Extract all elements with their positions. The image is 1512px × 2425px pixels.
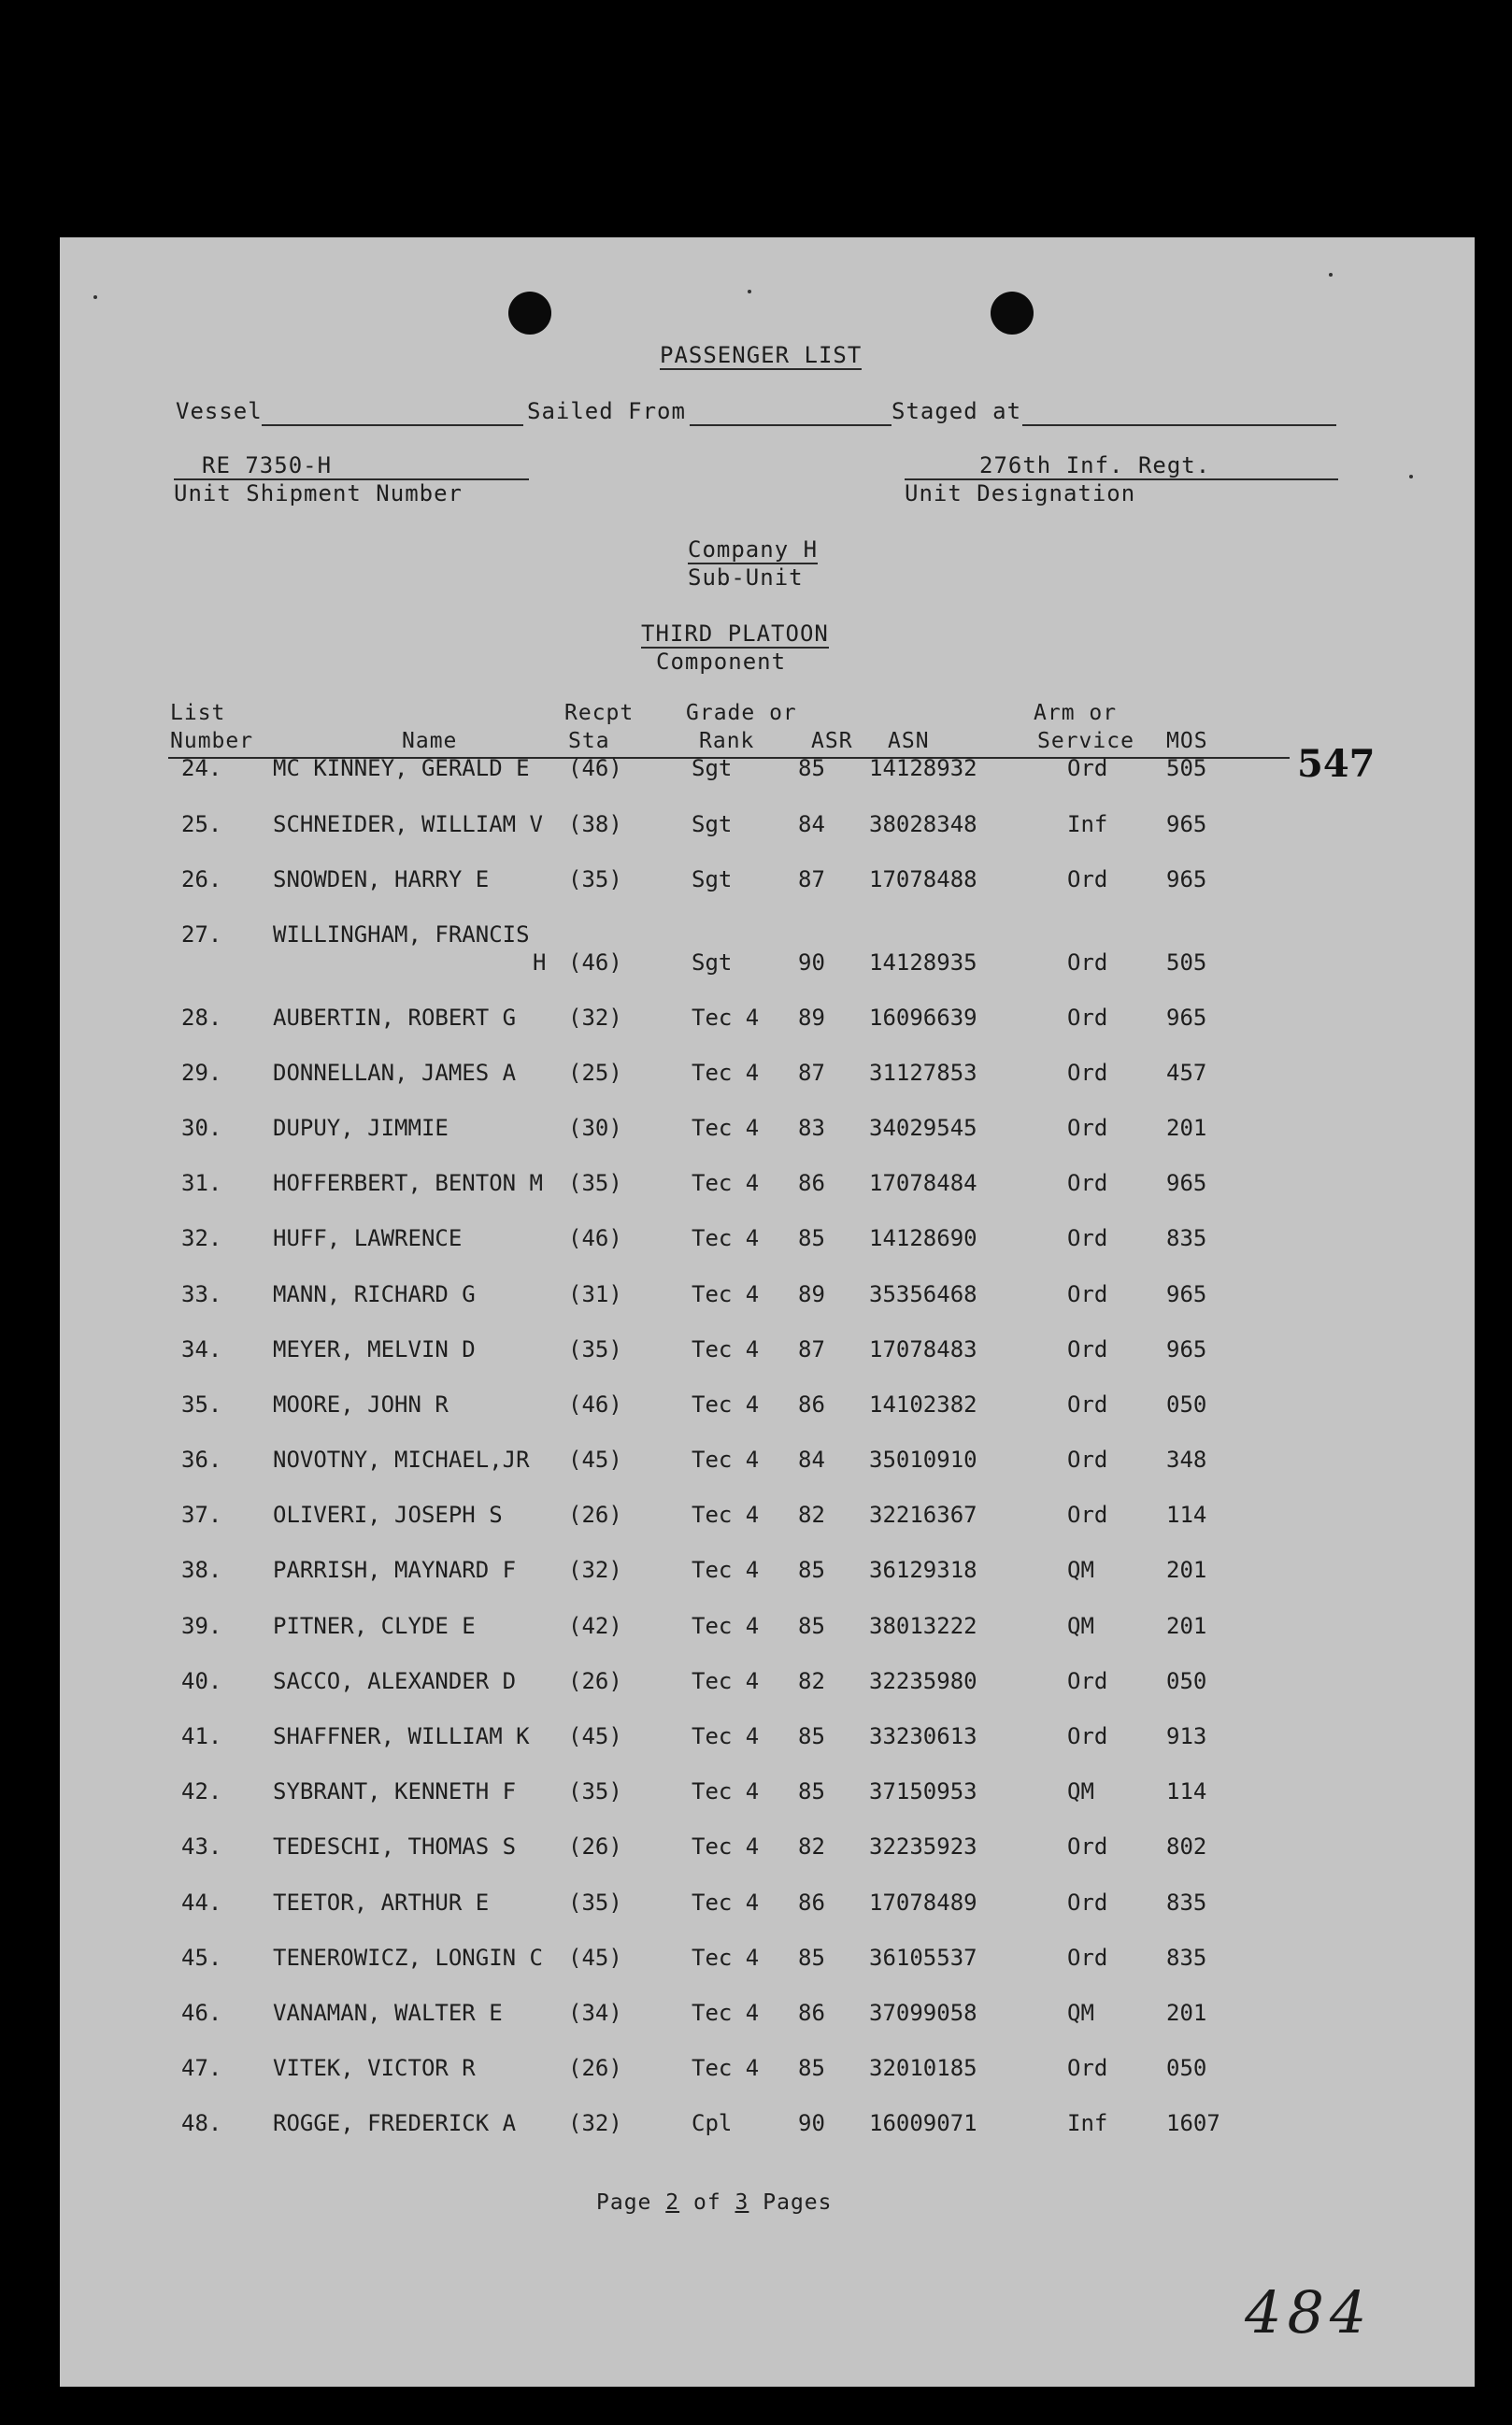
table-row bbox=[60, 1833, 1475, 1871]
row-name: SYBRANT, KENNETH F bbox=[273, 1778, 517, 1804]
staged-at-label: Staged at bbox=[892, 398, 1022, 424]
row-asr: 85 bbox=[798, 2055, 825, 2081]
row-arm: Ord bbox=[1067, 1945, 1108, 1971]
row-name: TEDESCHI, THOMAS S bbox=[273, 1833, 517, 1860]
row-grade: Sgt bbox=[692, 811, 733, 837]
row-mos: 201 bbox=[1166, 1115, 1207, 1141]
row-arm: QM bbox=[1067, 1778, 1094, 1804]
row-mos: 505 bbox=[1166, 949, 1207, 976]
sailed-from-label: Sailed From bbox=[527, 398, 686, 424]
row-mos: 050 bbox=[1166, 1668, 1207, 1694]
row-asr: 83 bbox=[798, 1115, 825, 1141]
table-row bbox=[60, 1170, 1475, 1207]
row-name: OLIVERI, JOSEPH S bbox=[273, 1502, 503, 1528]
row-recpt-sta: (32) bbox=[568, 1005, 622, 1031]
paper-speck bbox=[1329, 273, 1333, 277]
component: THIRD PLATOON bbox=[641, 621, 829, 647]
row-recpt-sta: (25) bbox=[568, 1060, 622, 1086]
row-recpt-sta: (45) bbox=[568, 1723, 622, 1749]
row-asn: 32235980 bbox=[869, 1668, 977, 1694]
row-name: MC KINNEY, GERALD E bbox=[273, 755, 530, 781]
component-label: Component bbox=[656, 649, 787, 675]
handwritten-number: 484 bbox=[1245, 2278, 1373, 2347]
row-mos: 965 bbox=[1166, 1336, 1207, 1362]
row-name: MOORE, JOHN R bbox=[273, 1391, 449, 1418]
sailed-from-blank bbox=[690, 424, 892, 426]
row-recpt-sta: (46) bbox=[568, 1391, 622, 1418]
row-grade: Tec 4 bbox=[692, 1613, 760, 1639]
row-arm: Ord bbox=[1067, 1005, 1108, 1031]
table-row bbox=[60, 1447, 1475, 1484]
row-grade: Tec 4 bbox=[692, 1833, 760, 1860]
table-row bbox=[60, 1336, 1475, 1374]
row-asr: 85 bbox=[798, 1945, 825, 1971]
row-grade: Sgt bbox=[692, 866, 733, 892]
col-asn: ASN bbox=[888, 729, 930, 753]
row-recpt-sta: (35) bbox=[568, 866, 622, 892]
row-mos: 348 bbox=[1166, 1447, 1207, 1473]
row-mos: 201 bbox=[1166, 2000, 1207, 2026]
stamp-number: 547 bbox=[1297, 742, 1376, 786]
row-arm: Inf bbox=[1067, 2110, 1108, 2136]
row-asn: 17078484 bbox=[869, 1170, 977, 1196]
col-grade-top: Grade or bbox=[686, 701, 797, 725]
unit-shipment-number-label: Unit Shipment Number bbox=[174, 480, 463, 506]
row-number: 28. bbox=[181, 1005, 222, 1031]
row-arm: Ord bbox=[1067, 1668, 1108, 1694]
row-grade: Tec 4 bbox=[692, 1336, 760, 1362]
row-recpt-sta: (46) bbox=[568, 1225, 622, 1251]
paper-speck bbox=[93, 295, 97, 299]
table-row bbox=[60, 1613, 1475, 1650]
row-grade: Tec 4 bbox=[692, 1225, 760, 1251]
page-suffix: Pages bbox=[763, 2190, 833, 2215]
row-mos: 965 bbox=[1166, 1005, 1207, 1031]
row-recpt-sta: (38) bbox=[568, 811, 622, 837]
punch-hole bbox=[991, 292, 1034, 335]
row-asn: 16096639 bbox=[869, 1005, 977, 1031]
row-arm: Inf bbox=[1067, 811, 1108, 837]
row-arm: QM bbox=[1067, 1557, 1094, 1583]
row-asr: 89 bbox=[798, 1005, 825, 1031]
table-row bbox=[60, 811, 1475, 849]
row-number: 27. bbox=[181, 921, 222, 948]
row-asn: 14102382 bbox=[869, 1391, 977, 1418]
row-mos: 965 bbox=[1166, 1281, 1207, 1307]
col-arm: Service bbox=[1037, 729, 1134, 753]
row-name: TEETOR, ARTHUR E bbox=[273, 1890, 490, 1916]
row-asr: 87 bbox=[798, 866, 825, 892]
row-number: 46. bbox=[181, 2000, 222, 2026]
table-row bbox=[60, 1115, 1475, 1152]
row-name: SNOWDEN, HARRY E bbox=[273, 866, 490, 892]
row-asn: 31127853 bbox=[869, 1060, 977, 1086]
row-grade: Tec 4 bbox=[692, 1502, 760, 1528]
table-row bbox=[60, 1668, 1475, 1705]
row-arm: Ord bbox=[1067, 1833, 1108, 1860]
table-row bbox=[60, 1391, 1475, 1429]
row-mos: 114 bbox=[1166, 1502, 1207, 1528]
row-grade: Tec 4 bbox=[692, 1391, 760, 1418]
row-asr: 82 bbox=[798, 1668, 825, 1694]
row-asn: 32216367 bbox=[869, 1502, 977, 1528]
row-asn: 32235923 bbox=[869, 1833, 977, 1860]
row-recpt-sta: (35) bbox=[568, 1336, 622, 1362]
row-number: 24. bbox=[181, 755, 222, 781]
col-recpt-top: Recpt bbox=[564, 701, 635, 725]
row-name: SACCO, ALEXANDER D bbox=[273, 1668, 517, 1694]
row-name: DUPUY, JIMMIE bbox=[273, 1115, 449, 1141]
row-number: 25. bbox=[181, 811, 222, 837]
row-number: 44. bbox=[181, 1890, 222, 1916]
table-row bbox=[60, 1060, 1475, 1097]
table-row bbox=[60, 2000, 1475, 2037]
document-page bbox=[60, 237, 1475, 2387]
table-row bbox=[60, 866, 1475, 904]
row-grade: Tec 4 bbox=[692, 1005, 760, 1031]
row-number: 47. bbox=[181, 2055, 222, 2081]
vessel-label: Vessel bbox=[176, 398, 263, 424]
row-recpt-sta: (34) bbox=[568, 2000, 622, 2026]
col-mos: MOS bbox=[1166, 729, 1208, 753]
row-mos: 913 bbox=[1166, 1723, 1207, 1749]
row-mos: 050 bbox=[1166, 2055, 1207, 2081]
row-asr: 90 bbox=[798, 949, 825, 976]
row-asr: 86 bbox=[798, 1890, 825, 1916]
row-recpt-sta: (32) bbox=[568, 1557, 622, 1583]
paper-speck bbox=[1409, 475, 1413, 478]
row-asn: 14128690 bbox=[869, 1225, 977, 1251]
row-asn: 33230613 bbox=[869, 1723, 977, 1749]
row-asn: 17078483 bbox=[869, 1336, 977, 1362]
row-number: 37. bbox=[181, 1502, 222, 1528]
row-name: VITEK, VICTOR R bbox=[273, 2055, 476, 2081]
row-recpt-sta: (35) bbox=[568, 1890, 622, 1916]
row-name: DONNELLAN, JAMES A bbox=[273, 1060, 517, 1086]
row-number: 30. bbox=[181, 1115, 222, 1141]
row-recpt-sta: (26) bbox=[568, 2055, 622, 2081]
row-mos: 505 bbox=[1166, 755, 1207, 781]
col-list-number-top: List bbox=[170, 701, 226, 725]
row-grade: Tec 4 bbox=[692, 1723, 760, 1749]
row-arm: Ord bbox=[1067, 1060, 1108, 1086]
row-recpt-sta: (26) bbox=[568, 1833, 622, 1860]
row-arm: Ord bbox=[1067, 949, 1108, 976]
row-asr: 84 bbox=[798, 1447, 825, 1473]
row-mos: 802 bbox=[1166, 1833, 1207, 1860]
row-asr: 90 bbox=[798, 2110, 825, 2136]
row-asn: 36129318 bbox=[869, 1557, 977, 1583]
row-name: TENEROWICZ, LONGIN C bbox=[273, 1945, 543, 1971]
row-asn: 35010910 bbox=[869, 1447, 977, 1473]
sub-unit: Company H bbox=[688, 536, 819, 563]
col-grade: Rank bbox=[699, 729, 755, 753]
col-recpt: Sta bbox=[568, 729, 610, 753]
row-asr: 85 bbox=[798, 1613, 825, 1639]
row-name: PITNER, CLYDE E bbox=[273, 1613, 476, 1639]
row-name: MEYER, MELVIN D bbox=[273, 1336, 476, 1362]
row-name: WILLINGHAM, FRANCIS bbox=[273, 921, 530, 948]
row-asr: 86 bbox=[798, 2000, 825, 2026]
row-arm: QM bbox=[1067, 2000, 1094, 2026]
table-row bbox=[60, 1557, 1475, 1594]
row-asn: 16009071 bbox=[869, 2110, 977, 2136]
row-mos: 965 bbox=[1166, 1170, 1207, 1196]
row-asn: 36105537 bbox=[869, 1945, 977, 1971]
row-mos: 050 bbox=[1166, 1391, 1207, 1418]
row-name: NOVOTNY, MICHAEL,JR bbox=[273, 1447, 530, 1473]
row-asr: 87 bbox=[798, 1060, 825, 1086]
row-grade: Tec 4 bbox=[692, 1447, 760, 1473]
row-arm: Ord bbox=[1067, 1723, 1108, 1749]
row-grade: Tec 4 bbox=[692, 1890, 760, 1916]
table-row bbox=[60, 1225, 1475, 1262]
row-grade: Tec 4 bbox=[692, 1668, 760, 1694]
row-number: 36. bbox=[181, 1447, 222, 1473]
row-arm: Ord bbox=[1067, 1115, 1108, 1141]
row-number: 48. bbox=[181, 2110, 222, 2136]
row-name: PARRISH, MAYNARD F bbox=[273, 1557, 517, 1583]
table-row bbox=[60, 1778, 1475, 1816]
staged-at-blank bbox=[1022, 424, 1336, 426]
row-arm: Ord bbox=[1067, 755, 1108, 781]
row-asn: 17078488 bbox=[869, 866, 977, 892]
row-grade: Tec 4 bbox=[692, 1170, 760, 1196]
row-asr: 86 bbox=[798, 1170, 825, 1196]
row-mos: 114 bbox=[1166, 1778, 1207, 1804]
row-number: 43. bbox=[181, 1833, 222, 1860]
table-row bbox=[60, 1890, 1475, 1927]
vessel-blank bbox=[262, 424, 523, 426]
row-number: 26. bbox=[181, 866, 222, 892]
row-asr: 84 bbox=[798, 811, 825, 837]
row-number: 45. bbox=[181, 1945, 222, 1971]
page-current: 2 bbox=[665, 2190, 680, 2215]
row-number: 39. bbox=[181, 1613, 222, 1639]
row-name: AUBERTIN, ROBERT G bbox=[273, 1005, 517, 1031]
row-grade: Tec 4 bbox=[692, 1281, 760, 1307]
sub-unit-label: Sub-Unit bbox=[688, 564, 804, 591]
row-asn: 14128935 bbox=[869, 949, 977, 976]
row-mos: 835 bbox=[1166, 1945, 1207, 1971]
row-number: 42. bbox=[181, 1778, 222, 1804]
row-arm: Ord bbox=[1067, 1281, 1108, 1307]
row-grade: Tec 4 bbox=[692, 1557, 760, 1583]
row-mos: 201 bbox=[1166, 1557, 1207, 1583]
paper-speck bbox=[748, 290, 751, 293]
unit-shipment-number: RE 7350-H bbox=[202, 452, 333, 478]
row-asr: 85 bbox=[798, 755, 825, 781]
row-grade: Cpl bbox=[692, 2110, 733, 2136]
row-arm: Ord bbox=[1067, 1447, 1108, 1473]
row-recpt-sta: (45) bbox=[568, 1447, 622, 1473]
row-recpt-sta: (45) bbox=[568, 1945, 622, 1971]
row-mos: 835 bbox=[1166, 1890, 1207, 1916]
row-arm: Ord bbox=[1067, 866, 1108, 892]
row-asr: 82 bbox=[798, 1502, 825, 1528]
row-grade: Sgt bbox=[692, 755, 733, 781]
row-recpt-sta: (35) bbox=[568, 1778, 622, 1804]
row-asn: 34029545 bbox=[869, 1115, 977, 1141]
row-grade: Tec 4 bbox=[692, 2055, 760, 2081]
row-asn: 37150953 bbox=[869, 1778, 977, 1804]
table-row bbox=[60, 1281, 1475, 1319]
row-mos: 201 bbox=[1166, 1613, 1207, 1639]
row-arm: Ord bbox=[1067, 1890, 1108, 1916]
row-number: 32. bbox=[181, 1225, 222, 1251]
row-recpt-sta: (26) bbox=[568, 1502, 622, 1528]
row-recpt-sta: (32) bbox=[568, 2110, 622, 2136]
row-recpt-sta: (46) bbox=[568, 949, 622, 976]
row-number: 41. bbox=[181, 1723, 222, 1749]
row-number: 29. bbox=[181, 1060, 222, 1086]
col-arm-top: Arm or bbox=[1034, 701, 1118, 725]
row-number: 33. bbox=[181, 1281, 222, 1307]
row-asn: 37099058 bbox=[869, 2000, 977, 2026]
unit-designation: 276th Inf. Regt. bbox=[979, 452, 1211, 478]
table-row bbox=[60, 1945, 1475, 1982]
table-row bbox=[60, 2110, 1475, 2147]
row-asr: 87 bbox=[798, 1336, 825, 1362]
row-recpt-sta: (42) bbox=[568, 1613, 622, 1639]
row-number: 31. bbox=[181, 1170, 222, 1196]
page-prefix: Page bbox=[596, 2190, 652, 2215]
row-arm: Ord bbox=[1067, 2055, 1108, 2081]
row-asn: 35356468 bbox=[869, 1281, 977, 1307]
row-asn: 38013222 bbox=[869, 1613, 977, 1639]
row-grade: Tec 4 bbox=[692, 1060, 760, 1086]
row-arm: Ord bbox=[1067, 1336, 1108, 1362]
row-recpt-sta: (26) bbox=[568, 1668, 622, 1694]
row-number: 35. bbox=[181, 1391, 222, 1418]
row-name: SHAFFNER, WILLIAM K bbox=[273, 1723, 530, 1749]
row-name-continued: H bbox=[533, 949, 547, 976]
page-of: of bbox=[692, 2190, 721, 2215]
row-asr: 85 bbox=[798, 1778, 825, 1804]
row-name: HOFFERBERT, BENTON M bbox=[273, 1170, 543, 1196]
row-grade: Sgt bbox=[692, 949, 733, 976]
row-arm: Ord bbox=[1067, 1170, 1108, 1196]
page-total: 3 bbox=[735, 2190, 749, 2215]
row-name: SCHNEIDER, WILLIAM V bbox=[273, 811, 543, 837]
row-number: 38. bbox=[181, 1557, 222, 1583]
row-recpt-sta: (31) bbox=[568, 1281, 622, 1307]
row-grade: Tec 4 bbox=[692, 1945, 760, 1971]
row-arm: Ord bbox=[1067, 1502, 1108, 1528]
table-row bbox=[60, 755, 1475, 792]
row-asn: 14128932 bbox=[869, 755, 977, 781]
row-arm: Ord bbox=[1067, 1225, 1108, 1251]
table-row bbox=[60, 1005, 1475, 1042]
row-mos: 965 bbox=[1166, 811, 1207, 837]
row-asn: 38028348 bbox=[869, 811, 977, 837]
row-mos: 965 bbox=[1166, 866, 1207, 892]
col-list-number: Number bbox=[170, 729, 254, 753]
col-name: Name bbox=[402, 729, 458, 753]
row-arm: Ord bbox=[1067, 1391, 1108, 1418]
row-grade: Tec 4 bbox=[692, 1778, 760, 1804]
row-name: MANN, RICHARD G bbox=[273, 1281, 476, 1307]
row-asr: 85 bbox=[798, 1225, 825, 1251]
row-asr: 85 bbox=[798, 1557, 825, 1583]
page-title: PASSENGER LIST bbox=[660, 342, 863, 368]
row-recpt-sta: (35) bbox=[568, 1170, 622, 1196]
table-row bbox=[60, 2055, 1475, 2092]
row-grade: Tec 4 bbox=[692, 2000, 760, 2026]
row-asn: 17078489 bbox=[869, 1890, 977, 1916]
row-asr: 85 bbox=[798, 1723, 825, 1749]
punch-hole bbox=[508, 292, 551, 335]
row-name: ROGGE, FREDERICK A bbox=[273, 2110, 517, 2136]
col-asr: ASR bbox=[811, 729, 853, 753]
row-name: VANAMAN, WALTER E bbox=[273, 2000, 503, 2026]
table-row bbox=[60, 921, 1475, 996]
row-mos: 457 bbox=[1166, 1060, 1207, 1086]
row-number: 34. bbox=[181, 1336, 222, 1362]
row-recpt-sta: (46) bbox=[568, 755, 622, 781]
table-row bbox=[60, 1502, 1475, 1539]
row-asr: 86 bbox=[798, 1391, 825, 1418]
table-row bbox=[60, 1723, 1475, 1761]
row-recpt-sta: (30) bbox=[568, 1115, 622, 1141]
row-number: 40. bbox=[181, 1668, 222, 1694]
row-grade: Tec 4 bbox=[692, 1115, 760, 1141]
page-footer bbox=[596, 2190, 833, 2215]
row-mos: 835 bbox=[1166, 1225, 1207, 1251]
row-asn: 32010185 bbox=[869, 2055, 977, 2081]
row-mos: 1607 bbox=[1166, 2110, 1220, 2136]
row-arm: QM bbox=[1067, 1613, 1094, 1639]
row-name: HUFF, LAWRENCE bbox=[273, 1225, 463, 1251]
unit-designation-label: Unit Designation bbox=[905, 480, 1136, 506]
row-asr: 89 bbox=[798, 1281, 825, 1307]
row-asr: 82 bbox=[798, 1833, 825, 1860]
